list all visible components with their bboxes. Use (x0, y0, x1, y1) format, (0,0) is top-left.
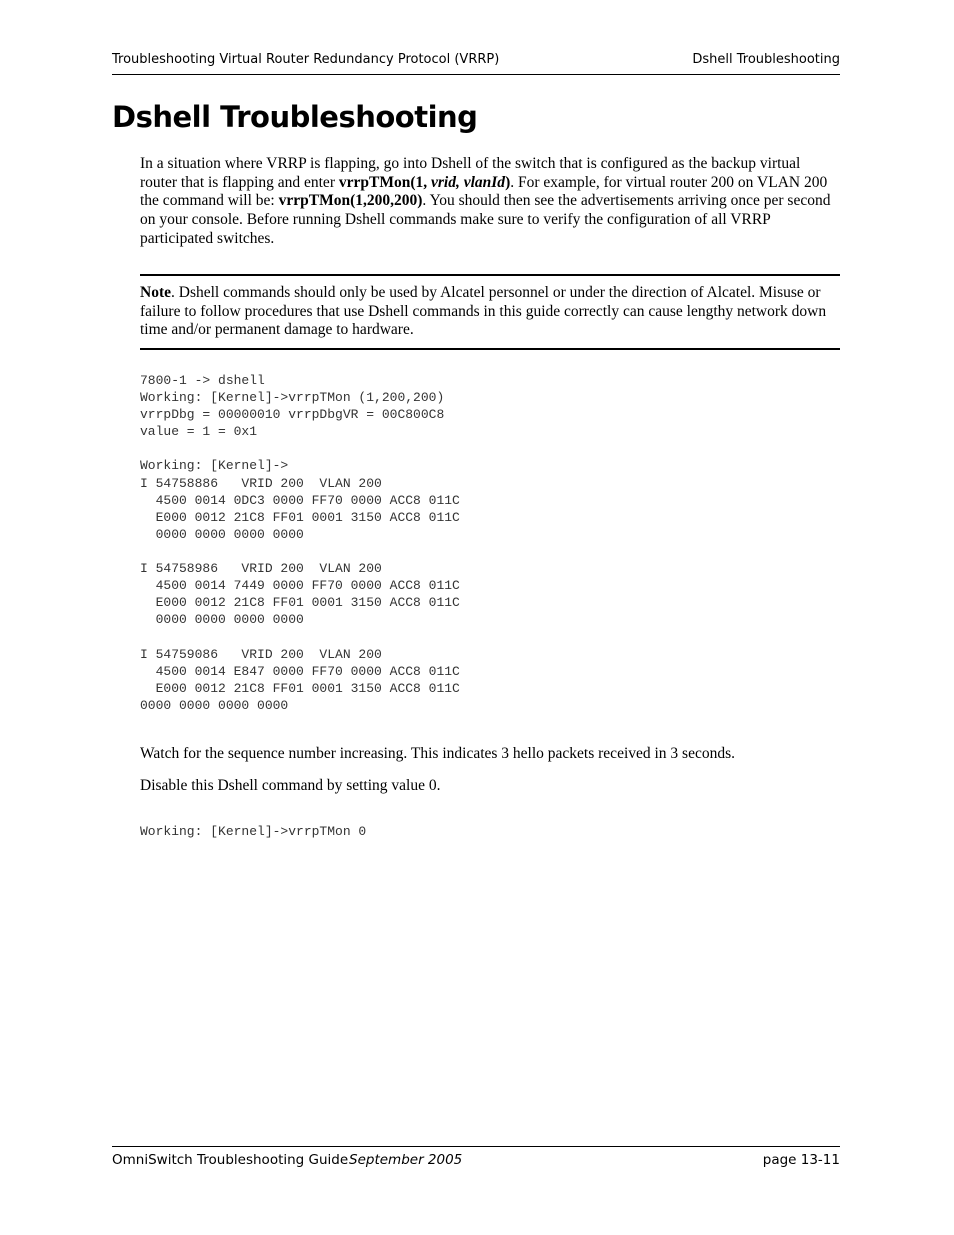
note-box (140, 274, 840, 350)
running-header (112, 52, 840, 75)
disable-command-code-block: Working: [Kernel]->vrrpTMon 0 (140, 824, 367, 839)
section-title: Dshell Troubleshooting (112, 100, 478, 134)
intro-text-3: . You should then see the advertisements arriving once per second on your console. Before running Dshell commands make sure to verify the configuration of all VRRP participated switches. (140, 192, 831, 247)
intro-text-1: In a situation where VRRP is flapping, go into Dshell of the switch that is configured as the backup virtual router that is flapping and enter (140, 155, 801, 191)
running-footer (112, 1146, 840, 1168)
intro-text-2: . For example, for virtual router 200 on VLAN 200 the command will be: (140, 173, 828, 210)
disable-paragraph: Disable this Dshell command by setting value 0. (140, 777, 441, 794)
footer-guide-title: OmniSwitch Troubleshooting Guide (112, 1152, 349, 1168)
intro-command-example: vrrpTMon(1,200,200) (278, 192, 423, 210)
intro-command-syntax: vrrpTMon(1, vrid, vlanId) (338, 173, 511, 191)
intro-command-args: vrid, vlanId (431, 173, 506, 191)
watch-paragraph: Watch for the sequence number increasing. This indicates 3 hello packets received in 3 seconds. (140, 745, 736, 762)
header-section-title: Dshell Troubleshooting (692, 52, 840, 67)
footer-page-number: page 13-11 (762, 1152, 840, 1168)
note-label: Note (140, 284, 171, 301)
intro-paragraph (140, 155, 840, 249)
footer-date: September 2005 (349, 1152, 463, 1168)
header-chapter-title: Troubleshooting Virtual Router Redundancy Protocol (VRRP) (112, 52, 500, 67)
dshell-output-code-block: 7800-1 -> dshell Working: [Kernel]->vrrpTMon (1,200,200) vrrpDbg = 00000010 vrrpDbgVR = 00C800C8 value = 1 = 0x1 Working: [Kernel]-> I 54758886 VRID 200 VLAN 200 4500 0014 0DC3 0000 FF70 0000 ACC8 011C E000 0012 21C8 FF01 0001 3150 ACC8 011C 0000 0000 0000 0000 I 54758986 VRID 200 VLAN 200 4500 0014 7449 0000 FF70 0000 ACC8 011C E000 0012 21C8 FF01 0001 3150 ACC8 011C 0000 0000 0000 0000 I 54759086 VRID 200 VLAN 200 4500 0014 E847 0000 FF70 0000 ACC8 011C E000 0012 21C8 FF01 0001 3150 ACC8 011C 0000 0000 0000 0000 (140, 373, 460, 713)
note-text: . Dshell commands should only be used by Alcatel personnel or under the direction of Alcatel. Misuse or failure to follow procedures that use Dshell commands in this guide correctly can cause lengthy network down time and/or permanent damage to hardware. (140, 284, 827, 339)
